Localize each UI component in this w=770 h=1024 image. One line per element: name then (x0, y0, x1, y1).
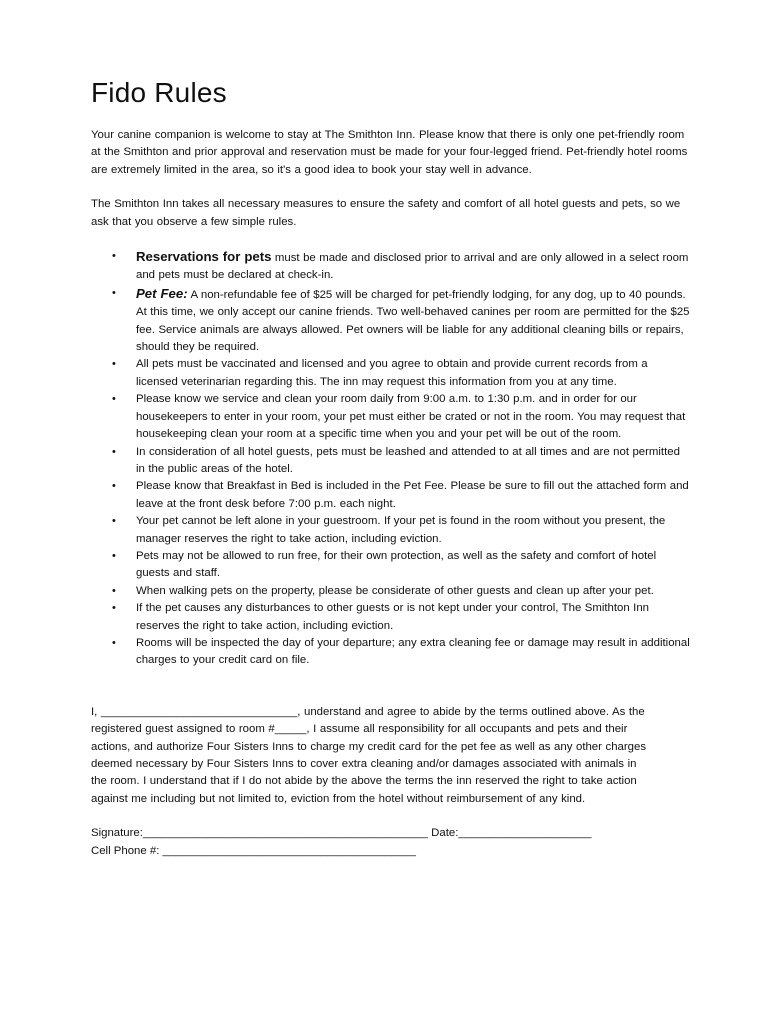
bullet-icon: • (112, 515, 116, 528)
rule-item-disturbances (91, 600, 691, 635)
rules-list (91, 248, 691, 670)
rule-text: Pets may not be allowed to run free, for their own protection, as well as the safety and comfort of hotel guests and staff. (136, 549, 657, 580)
rule-text: must be made and disclosed prior to arrival and are only allowed in a select room and pets must be declared at check-in. (136, 252, 689, 282)
rule-text: A non-refundable fee of $25 will be charged for pet-friendly lodging, for any dog, up to 40 pounds. At this time, we only accept our canine friends. Two well-behaved canines per room are permitted for the $25 fee. Service animals are always allowed. Pet owners will be liable for any additional cleaning bills or repairs, should they be required. (136, 288, 690, 354)
rule-item-run-free (91, 548, 691, 583)
bullet-icon: • (112, 549, 116, 562)
rule-text: All pets must be vaccinated and licensed and you agree to obtain and provide current records from a licensed veterinarian regarding this. The inn may request this information from you at any time. (136, 358, 648, 388)
bullet-icon: • (112, 358, 116, 371)
cell-phone-line: Cell Phone #: ________________________________________ (91, 844, 416, 857)
intro-paragraph: Your canine companion is welcome to stay at The Smithton Inn. Please know that there is only one pet-friendly room at the Smithton and prior approval and reservation must be made for your four-legged friend. Pet-friendly hotel rooms are extremely limited in the area, so it's a good idea to book your stay well in advance. (91, 129, 688, 176)
bullet-icon: • (112, 286, 116, 299)
bullet-icon: • (112, 636, 116, 649)
rule-item-vaccination (91, 356, 691, 391)
rule-item-inspection (91, 635, 691, 670)
rule-text: If the pet causes any disturbances to other guests or is not kept under your control, The Smithton Inn reserves the right to take action, including eviction. (136, 602, 649, 632)
rule-item-breakfast (91, 478, 691, 513)
signature-date-line: Signature:_____________________________________________ Date:_____________________ (91, 827, 592, 840)
rule-text: In consideration of all hotel guests, pets must be leashed and attended to at all times and are not permitted in the public areas of the hotel. (136, 445, 680, 475)
rule-item-walking (91, 583, 691, 600)
rule-lead: Pet Fee: (136, 285, 188, 301)
page-title: Fido Rules (91, 77, 227, 108)
bullet-icon: • (112, 393, 116, 406)
rule-item-housekeeping (91, 391, 691, 443)
bullet-icon: • (112, 602, 116, 615)
rule-item-reservations (91, 248, 691, 285)
document-page (91, 76, 691, 860)
rules-intro-paragraph: The Smithton Inn takes all necessary measures to ensure the safety and comfort of all hotel guests and pets, so we ask that you observe a few simple rules. (91, 198, 681, 228)
bullet-icon: • (112, 445, 116, 458)
rule-lead: Reservations for pets (136, 249, 272, 265)
rule-text: Your pet cannot be left alone in your guestroom. If your pet is found in the room without you present, the manager reserves the right to take action, including eviction. (136, 515, 666, 545)
rule-text: Please know we service and clean your room daily from 9:00 a.m. to 1:30 p.m. and in order for our housekeepers to enter in your room, your pet must either be crated or not in the room. You may request that housekeeping clean your room at a specific time when you and your pet will be out of the room. (136, 393, 686, 441)
bullet-icon: • (112, 480, 116, 493)
bullet-icon: • (112, 250, 116, 263)
rule-item-pet-fee (91, 285, 691, 357)
rule-item-alone (91, 513, 691, 548)
bullet-icon: • (112, 584, 116, 597)
rule-text: When walking pets on the property, please be considerate of other guests and clean up after your pet. (136, 584, 654, 597)
agreement-paragraph: I, _______________________________, understand and agree to abide by the terms outlined above. As the registered guest assigned to room #_____, I assume all responsibility for all occupants and pets and their actions, and authorize Four Sisters Inns to charge my credit card for the pet fee as well as any other charges deemed necessary by Four Sisters Inns to cover extra cleaning and/or damages associated with animals in the room. I understand that if I do not abide by the above the terms the inn reserved the right to take action against me including but not limited to, eviction from the hotel without reimbursement of any kind. (91, 705, 647, 805)
rule-text: Rooms will be inspected the day of your departure; any extra cleaning fee or damage may result in additional charges to your credit card on file. (136, 636, 690, 667)
rule-text: Please know that Breakfast in Bed is included in the Pet Fee. Please be sure to fill out the attached form and leave at the front desk before 7:00 p.m. each night. (136, 480, 689, 510)
rule-item-leash (91, 444, 691, 479)
